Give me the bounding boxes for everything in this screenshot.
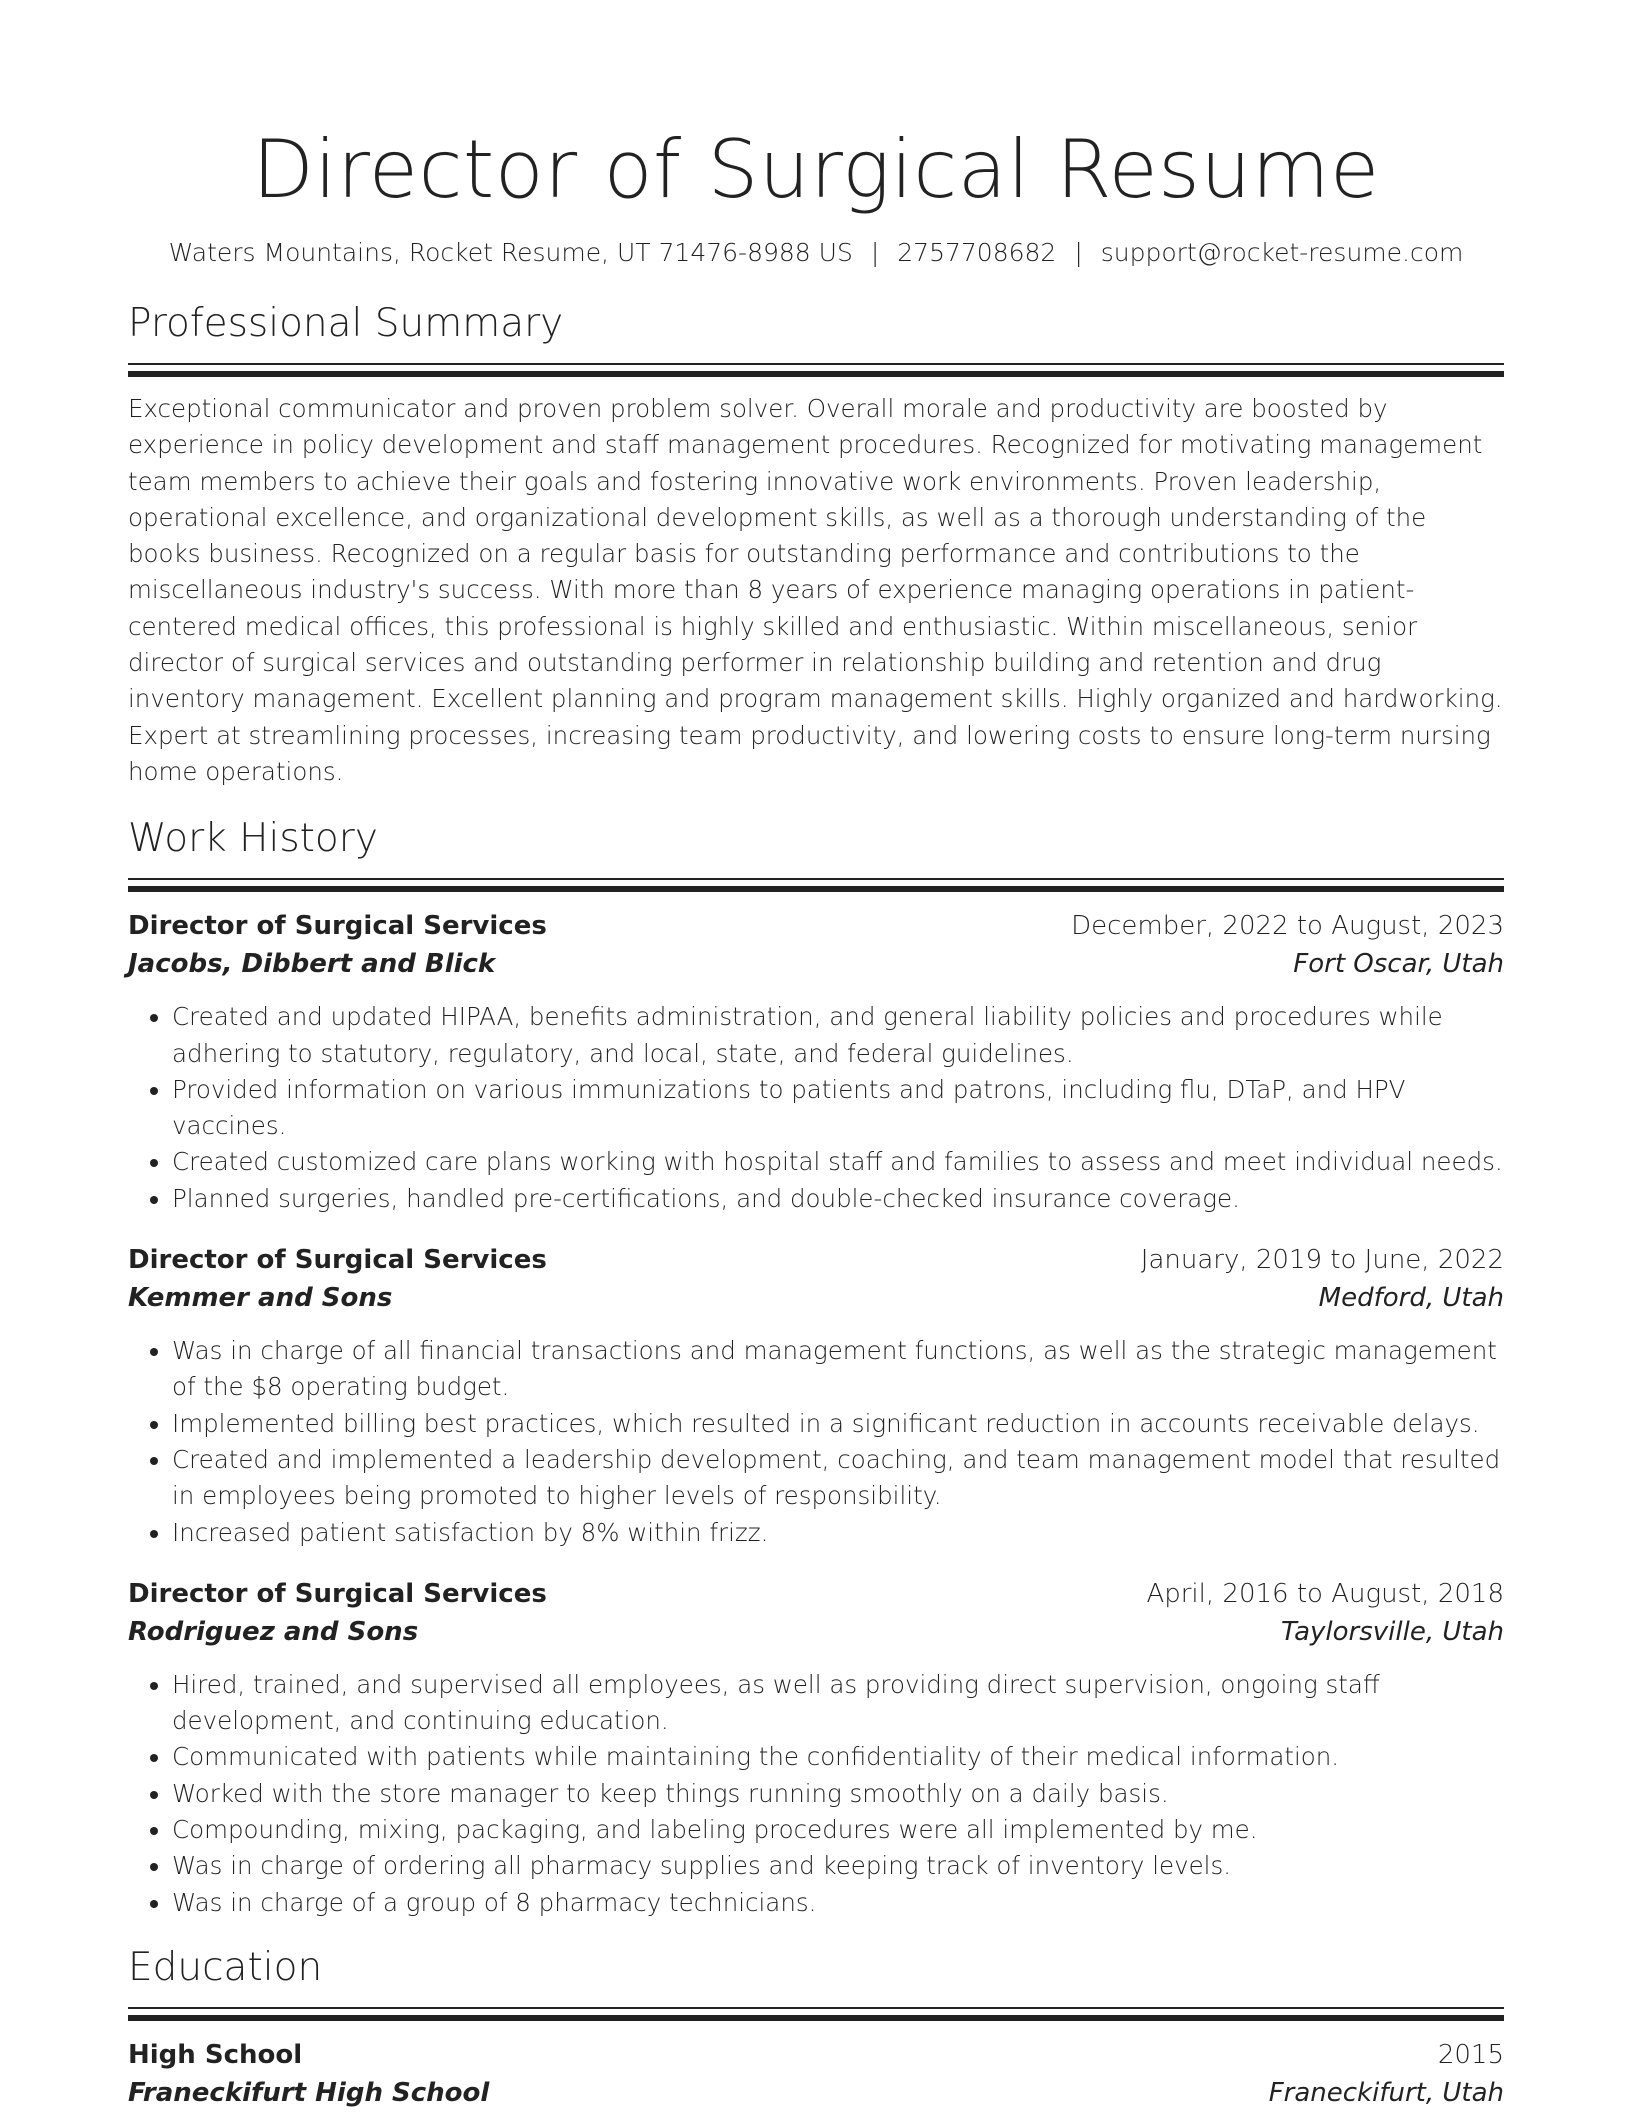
list-item: • Increased patient satisfaction by 8% within frizz. <box>172 1515 1504 1551</box>
contact-separator: | <box>1074 238 1083 267</box>
job-location: Medford, Utah <box>1318 1283 1504 1314</box>
section-divider <box>128 878 1504 880</box>
summary-section <box>128 299 1504 790</box>
list-item: • Implemented billing best practices, which resulted in a significant reduction in accounts receivable delays. <box>172 1406 1504 1442</box>
resume-title: Director of Surgical Resume <box>252 123 1380 216</box>
contact-separator: | <box>870 238 880 267</box>
education-subheader <box>128 2074 1504 2112</box>
contact-line <box>128 236 1504 270</box>
section-heading-education: Education <box>128 1944 323 1990</box>
job-dates: April, 2016 to August, 2018 <box>1146 1578 1504 1609</box>
job-title: Director of Surgical Services <box>128 1245 547 1276</box>
job-subheader <box>128 945 1504 983</box>
job-bullets <box>128 1667 1504 1921</box>
section-divider <box>128 363 1504 365</box>
job-header <box>128 907 1504 945</box>
job-location: Taylorsville, Utah <box>1280 1616 1504 1647</box>
section-divider <box>128 2007 1504 2009</box>
list-item: • Created and updated HIPAA, benefits administration, and general liability policies and procedures while adhering to statutory, regulatory, and local, state, and federal guidelines. <box>172 999 1504 1072</box>
list-item: • Worked with the store manager to keep things running smoothly on a daily basis. <box>172 1776 1504 1812</box>
resume-page <box>128 0 1504 2112</box>
list-item: • Communicated with patients while maintaining the confidentiality of their medical information. <box>172 1739 1504 1775</box>
section-heading-work-history: Work History <box>128 816 378 862</box>
list-item: • Was in charge of a group of 8 pharmacy technicians. <box>172 1885 1504 1921</box>
job-title: Director of Surgical Services <box>128 1578 547 1609</box>
job-subheader <box>128 1279 1504 1317</box>
list-item: • Was in charge of all financial transactions and management functions, as well as the strategic management of the $8 operating budget. <box>172 1333 1504 1406</box>
job-header <box>128 1575 1504 1613</box>
list-item: • Planned surgeries, handled pre-certifications, and double-checked insurance coverage. <box>172 1181 1504 1217</box>
contact-phone: 2757708682 <box>897 238 1057 267</box>
section-heading-summary: Professional Summary <box>128 301 564 346</box>
section-divider <box>128 2015 1504 2021</box>
list-item: • Created and implemented a leadership development, coaching, and team management model that resulted in employees being promoted to higher levels of responsibility. <box>172 1442 1504 1515</box>
job-dates: December, 2022 to August, 2023 <box>1071 911 1504 942</box>
job-entry <box>128 907 1504 1217</box>
list-item: • Hired, trained, and supervised all employees, as well as providing direct supervision, ongoing staff development, and continuing education. <box>172 1667 1504 1740</box>
job-bullets <box>128 1333 1504 1551</box>
education-year: 2015 <box>1437 2039 1504 2070</box>
list-item: • Was in charge of ordering all pharmacy supplies and keeping track of inventory levels. <box>172 1848 1504 1884</box>
job-company: Kemmer and Sons <box>128 1283 393 1314</box>
education-location: Franeckifurt, Utah <box>1268 2077 1504 2108</box>
job-title: Director of Surgical Services <box>128 911 547 942</box>
education-school: Franeckifurt High School <box>128 2077 490 2108</box>
job-company: Rodriguez and Sons <box>128 1616 419 1647</box>
section-divider <box>128 371 1504 377</box>
education-header <box>128 2036 1504 2074</box>
job-header <box>128 1241 1504 1279</box>
job-company: Jacobs, Dibbert and Blick <box>128 949 496 980</box>
job-dates: January, 2019 to June, 2022 <box>1140 1245 1504 1276</box>
list-item: • Created customized care plans working with hospital staff and families to assess and meet individual needs. <box>172 1144 1504 1180</box>
work-history-section <box>128 814 1504 1921</box>
education-section <box>128 1943 1504 2112</box>
contact-email[interactable]: support@rocket-resume.com <box>1100 238 1464 267</box>
education-entry <box>128 2036 1504 2112</box>
list-item: • Provided information on various immunizations to patients and patrons, including flu, DTaP, and HPV vaccines. <box>172 1072 1504 1145</box>
summary-text: Exceptional communicator and proven problem solver. Overall morale and productivity are boosted by experience in policy development and staff management procedures. Recognized for motivating management team members to achieve their goals and fostering innovative work environments. Proven leadership, operational excellence, and organizational development skills, as well as a thorough understanding of the books business. Recognized on a regular basis for outstanding performance and contributions to the miscellaneous industry's success. With more than 8 years of experience managing operations in patient-centered medical offices, this professional is highly skilled and enthusiastic. Within miscellaneous, senior director of surgical services and outstanding performer in relationship building and retention and drug inventory management. Excellent planning and program management skills. Highly organized and hardworking. Expert at streamlining processes, increasing team productivity, and lowering costs to ensure long-term nursing home operations. <box>128 394 1503 786</box>
job-bullets <box>128 999 1504 1217</box>
job-entry <box>128 1241 1504 1551</box>
section-divider <box>128 886 1504 892</box>
job-entry <box>128 1575 1504 1921</box>
list-item: • Compounding, mixing, packaging, and labeling procedures were all implemented by me. <box>172 1812 1504 1848</box>
job-subheader <box>128 1613 1504 1651</box>
education-degree: High School <box>128 2039 303 2070</box>
job-location: Fort Oscar, Utah <box>1293 949 1504 980</box>
contact-address: Waters Mountains, Rocket Resume, UT 71476-8988 US <box>168 238 853 267</box>
